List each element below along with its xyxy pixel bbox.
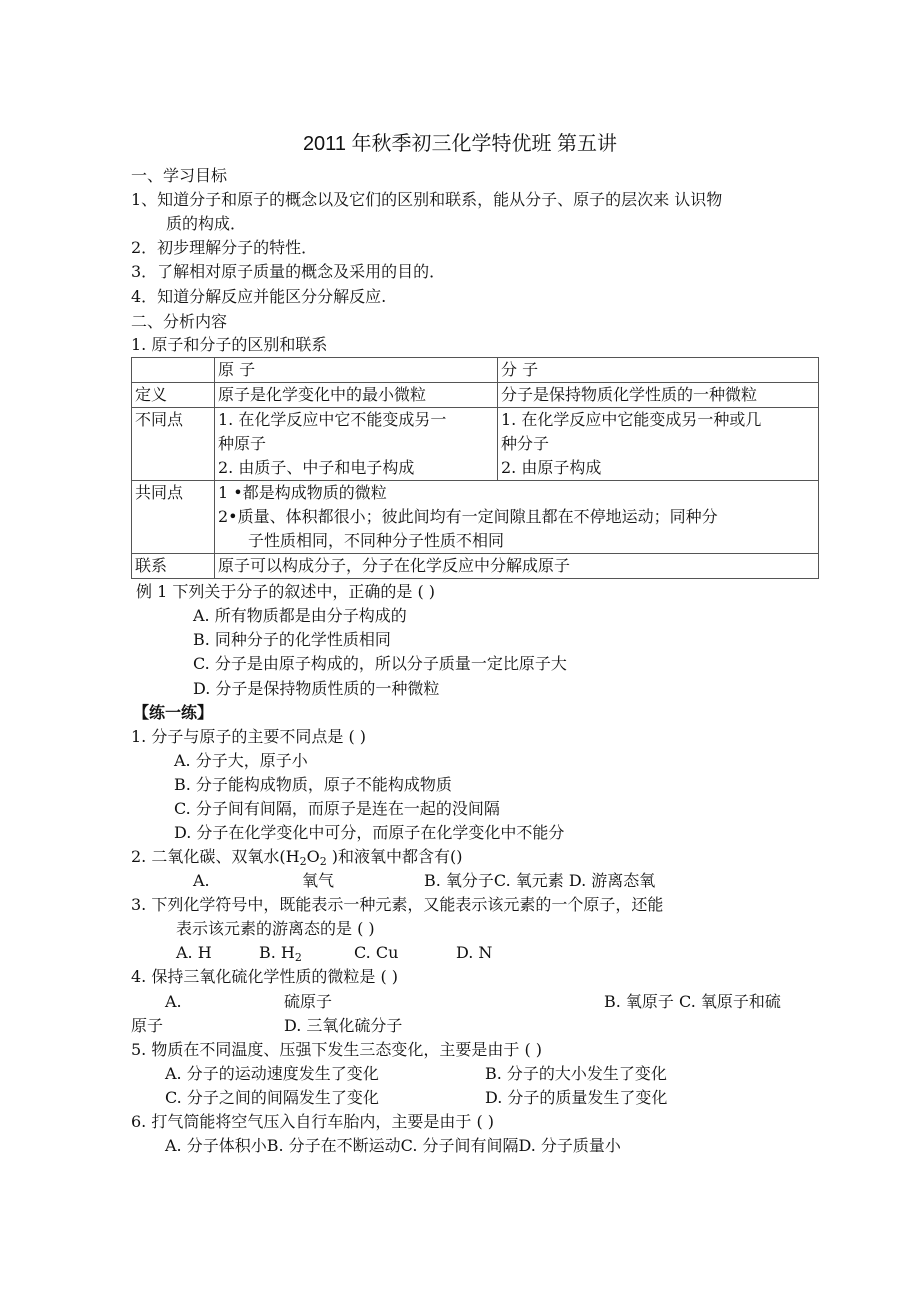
example-option-a: A. 所有物质都是由分子构成的 <box>193 606 407 625</box>
q2-option-a-text: 氧气 <box>302 871 335 890</box>
row-label: 定义 <box>132 383 215 408</box>
table-cell: 原子可以构成分子，分子在化学反应中分解成原子 <box>215 554 819 579</box>
q5-option-a: A. 分子的运动速度发生了变化 <box>165 1064 379 1083</box>
table-row <box>132 358 819 383</box>
table-row <box>132 408 819 481</box>
table-row <box>132 554 819 579</box>
goal-1-cont: 质的构成． <box>166 214 247 233</box>
cell-line: 1. 在化学反应中它不能变成另一 <box>218 410 447 429</box>
row-label: 不同点 <box>132 408 215 481</box>
q2-text: O <box>306 847 320 866</box>
question-1: 1. 分子与原子的主要不同点是 ( ) <box>131 727 367 746</box>
cell-line: 1. 在化学反应中它能变成另一种或几 <box>501 410 762 429</box>
q2-text: )和液氧中都含有() <box>326 847 463 866</box>
example-question: 例 1 下列关于分子的叙述中，正确的是 ( ) <box>136 582 436 601</box>
table-row <box>132 481 819 554</box>
table-header-molecule: 分 子 <box>498 358 819 383</box>
q3-option-d: D. N <box>456 943 493 962</box>
cell-line: 种分子 <box>501 434 550 453</box>
q5-option-d: D. 分子的质量发生了变化 <box>485 1088 668 1107</box>
q1-option-a: A. 分子大，原子小 <box>174 751 308 770</box>
q3-option-a: A. H <box>176 943 212 962</box>
question-3: 3. 下列化学符号中，既能表示一种元素，又能表示该元素的一个原子，还能 <box>131 895 664 914</box>
cell-line: 2. 由质子、中子和电子构成 <box>218 458 415 477</box>
q2-text: 2. 二氧化碳、双氧水(H <box>131 847 300 866</box>
example-option-c: C. 分子是由原子构成的，所以分子质量一定比原子大 <box>193 654 567 673</box>
table-cell <box>215 408 498 481</box>
q4-option-a: A. <box>165 992 182 1011</box>
q6-options: A. 分子体积小B. 分子在不断运动C. 分子间有间隔D. 分子质量小 <box>165 1136 621 1155</box>
table-row <box>132 383 819 408</box>
question-5: 5. 物质在不同温度、压强下发生三态变化，主要是由于 ( ) <box>131 1040 543 1059</box>
q2-options-bcd: B. 氧分子C. 氧元素 D. 游离态氧 <box>424 871 656 890</box>
q5-option-c: C. 分子之间的间隔发生了变化 <box>165 1088 379 1107</box>
q5-option-b: B. 分子的大小发生了变化 <box>485 1064 667 1083</box>
q4-options-bc: B. 氧原子 C. 氧原子和硫 <box>604 992 781 1011</box>
goal-2: 2．初步理解分子的特性． <box>131 238 318 257</box>
table-header-atom: 原 子 <box>215 358 498 383</box>
cell-line: 2•质量、体积都很小；彼此间均有一定间隙且都在不停地运动；同种分 <box>218 507 718 526</box>
question-6: 6. 打气筒能将空气压入自行车胎内，主要是由于 ( ) <box>131 1112 495 1131</box>
q2-option-a: A. <box>193 871 210 890</box>
cell-line: 种原子 <box>218 434 267 453</box>
row-label: 联系 <box>132 554 215 579</box>
q1-option-c: C. 分子间有间隔，而原子是连在一起的没间隔 <box>174 799 500 818</box>
example-option-b: B. 同种分子的化学性质相同 <box>193 630 391 649</box>
goal-3: 3．了解相对原子质量的概念及采用的目的． <box>131 262 446 281</box>
q4-option-d: D. 三氧化硫分子 <box>284 1016 403 1035</box>
q4-option-a-text: 硫原子 <box>284 992 333 1011</box>
page-title: 2011 年秋季初三化学特优班 第五讲 <box>302 133 618 155</box>
q3-option-c: C. Cu <box>354 943 399 962</box>
cell-line: 2. 由原子构成 <box>501 458 602 477</box>
table-cell <box>215 481 819 554</box>
cell-line: 1 •都是构成物质的微粒 <box>218 483 387 502</box>
subscript: 2 <box>299 855 307 868</box>
cell-line: 子性质相同，不同种分子性质不相同 <box>248 531 505 550</box>
table-cell <box>498 408 819 481</box>
q4-option-c-cont: 原子 <box>131 1016 164 1035</box>
subsection-heading: 1. 原子和分子的区别和联系 <box>131 335 328 354</box>
comparison-table <box>131 357 819 579</box>
question-3-cont: 表示该元素的游离态的是 ( ) <box>176 919 375 938</box>
q1-option-d: D. 分子在化学变化中可分，而原子在化学变化中不能分 <box>174 823 565 842</box>
section-heading-analysis: 二、分析内容 <box>131 312 228 331</box>
table-cell: 原子是化学变化中的最小微粒 <box>215 383 498 408</box>
question-4: 4. 保持三氧化硫化学性质的微粒是 ( ) <box>131 967 399 986</box>
table-cell: 分子是保持物质化学性质的一种微粒 <box>498 383 819 408</box>
goal-4: 4．知道分解反应并能区分分解反应. <box>131 287 387 306</box>
goal-1: 1、知道分子和原子的概念以及它们的区别和联系，能从分子、原子的层次来 认识物 <box>131 190 723 209</box>
section-heading-goals: 一、学习目标 <box>131 166 228 185</box>
practice-heading: 【练一练】 <box>133 703 214 722</box>
subscript: 2 <box>294 951 302 964</box>
example-option-d: D. 分子是保持物质性质的一种微粒 <box>193 679 440 698</box>
subscript: 2 <box>319 855 327 868</box>
q3-option-b-text: B. H <box>259 943 295 962</box>
q1-option-b: B. 分子能构成物质，原子不能构成物质 <box>174 775 452 794</box>
question-2 <box>131 847 463 872</box>
table-cell <box>132 358 215 383</box>
q3-option-b <box>259 943 302 968</box>
row-label: 共同点 <box>132 481 215 554</box>
